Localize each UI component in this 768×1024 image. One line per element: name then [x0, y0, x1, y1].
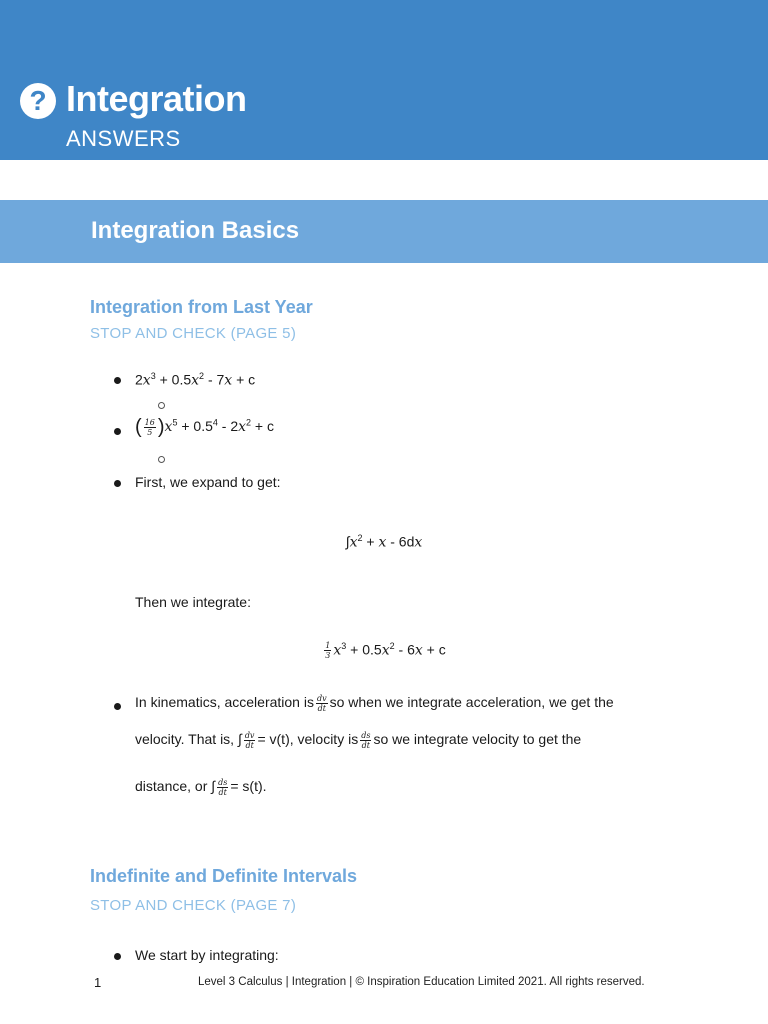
text: In kinematics, acceleration is — [135, 694, 314, 711]
exponent: 2 — [389, 641, 395, 651]
term: - 2 — [217, 418, 239, 435]
text: distance, or ∫ — [135, 778, 216, 795]
exponent: 5 — [172, 417, 178, 428]
variable: x — [378, 534, 387, 551]
stop-and-check-label: STOP AND CHECK (PAGE 5) — [90, 325, 297, 342]
variable: x — [333, 642, 342, 659]
question-circle-icon: ? — [20, 83, 56, 119]
term: 2 — [135, 371, 143, 388]
fraction-denominator: 5 — [147, 428, 153, 437]
page-number: 1 — [94, 975, 102, 990]
paren-open: ( — [135, 416, 142, 438]
fraction-denominator: 3 — [325, 651, 331, 661]
section-title: Integration Basics — [91, 217, 300, 244]
bullet-icon — [114, 953, 121, 960]
bullet-icon — [114, 480, 121, 487]
definite-item-1: We start by integrating: — [135, 947, 279, 963]
subsection-heading: Integration from Last Year — [90, 297, 313, 317]
sub-bullet-icon — [158, 402, 165, 409]
exponent: 3 — [150, 371, 156, 381]
fraction-denominator: dt — [317, 704, 326, 713]
bullet-icon — [114, 703, 121, 710]
kinematics-line-2 — [135, 731, 581, 750]
term: - 7 — [204, 371, 225, 388]
variable: x — [238, 419, 247, 436]
fraction — [324, 641, 331, 660]
paren-close: ) — [157, 416, 165, 438]
answer-line-1 — [135, 371, 255, 389]
fraction-ds-dt — [360, 731, 371, 750]
exponent: 2 — [357, 533, 363, 543]
fraction-numerator: dv — [244, 731, 255, 740]
fraction-numerator: 1 — [325, 641, 331, 651]
fraction-dv-dt — [316, 694, 328, 713]
bullet-icon — [114, 428, 121, 435]
text: so we integrate velocity to get the — [373, 731, 582, 748]
variable: x — [349, 534, 358, 551]
fraction-numerator: dv — [316, 694, 327, 703]
fraction-numerator: ds — [361, 731, 371, 740]
subsection-heading: Indefinite and Definite Intervals — [90, 866, 358, 886]
variable: x — [414, 642, 423, 659]
fraction-denominator: dt — [245, 741, 254, 750]
exponent: 2 — [199, 371, 205, 381]
term: + c — [422, 641, 446, 658]
stop-and-check-label: STOP AND CHECK (PAGE 7) — [90, 897, 297, 914]
term: - 6 — [394, 641, 415, 658]
term: + — [362, 533, 379, 550]
text: = s(t). — [230, 778, 267, 795]
fraction — [144, 418, 156, 437]
page-subtitle: ANSWERS — [66, 126, 181, 151]
kinematics-line-1 — [135, 694, 614, 713]
fraction-ds-dt — [217, 778, 228, 797]
text: velocity. That is, ∫ — [135, 731, 242, 748]
term: + 0.5 — [177, 418, 213, 435]
then-integrate-text: Then we integrate: — [135, 594, 251, 610]
variable: x — [164, 419, 173, 436]
page-title: Integration — [66, 78, 247, 119]
variable: x — [191, 372, 200, 389]
exponent: 4 — [212, 417, 218, 428]
integral-symbol: ∫ — [345, 533, 350, 550]
page-header — [0, 0, 768, 160]
section-banner — [0, 200, 768, 263]
variable: x — [414, 534, 423, 551]
term: + c — [232, 371, 256, 388]
variable: x — [142, 372, 151, 389]
bullet-icon — [114, 377, 121, 384]
term: - 6d — [386, 533, 415, 550]
exponent: 2 — [246, 417, 252, 428]
answer-line-3-intro: First, we expand to get: — [135, 474, 281, 490]
integrated-result — [0, 641, 768, 660]
fraction-denominator: dt — [218, 788, 227, 797]
fraction-numerator: 16 — [144, 418, 155, 427]
answer-line-2 — [135, 416, 274, 439]
text: so when we integrate acceleration, we get the — [329, 694, 614, 711]
term: + 0.5 — [155, 371, 192, 388]
variable: x — [224, 372, 233, 389]
term: + 0.5 — [346, 641, 382, 658]
kinematics-line-3 — [135, 778, 267, 797]
fraction-denominator: dt — [361, 741, 370, 750]
term: + c — [251, 418, 275, 435]
variable: x — [381, 642, 390, 659]
expanded-integral — [0, 533, 768, 551]
fraction-dv-dt — [244, 731, 256, 750]
text: = v(t), velocity is — [257, 731, 359, 748]
fraction-numerator: ds — [218, 778, 228, 787]
footer-copyright: Level 3 Calculus | Integration | © Inspiration Education Limited 2021. All rights reserved. — [198, 976, 645, 988]
sub-bullet-icon — [158, 456, 165, 463]
exponent: 3 — [341, 641, 347, 651]
